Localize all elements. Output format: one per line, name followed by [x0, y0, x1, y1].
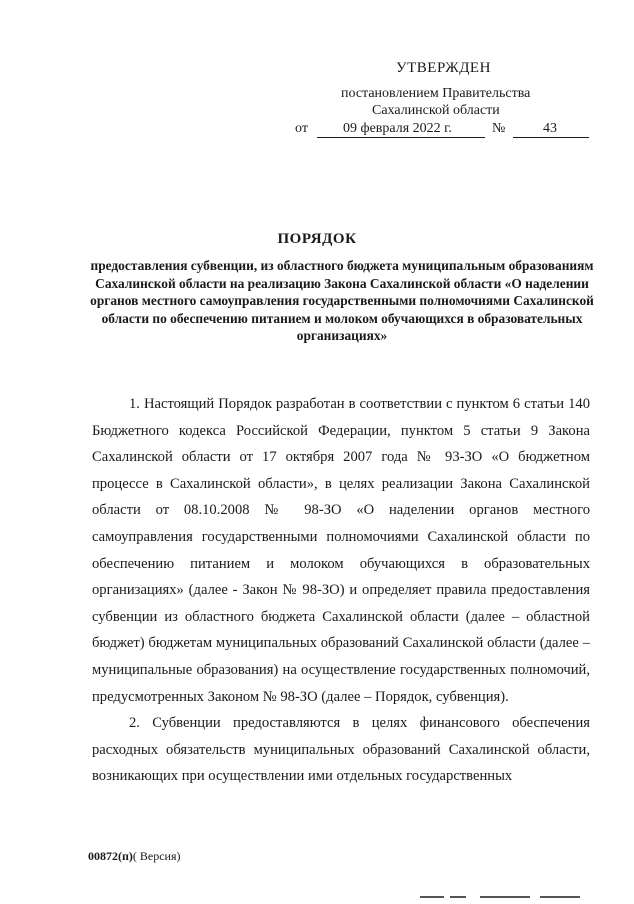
approval-number: 43 [543, 121, 557, 136]
footer-version: ( Версия) [132, 849, 181, 863]
approved-by-line: постановлением Правительства [341, 86, 531, 101]
approved-heading: УТВЕРЖДЕН [396, 60, 491, 76]
paragraph-1: 1. Настоящий Порядок разработан в соответствии с пунктом 6 статьи 140 Бюджетного кодекса Российской Федерации, пунктом 5 статьи 9 Закона Сахалинской области от 17 октября 2007 года № 93-ЗО «О бюджетном процессе в Сахалинской области», в целях реализации Закона Сахалинской области от 08.10.2008 № 98-ЗО «О наделении органов местного самоуправления государственными полномочиями Сахалинской области по обеспечению питанием и молоком обучающихся в образовательных организациях» (далее - Закон № 98-ЗО) и определяет правила предоставления субвенции из областного бюджета Сахалинской области (далее – областной бюджет) бюджетам муниципальных образований Сахалинской области (далее – муниципальные образования) на осуществление государственных полномочий, предусмотренных Законом № 98-ЗО (далее – Порядок, субвенция). [92, 396, 590, 705]
footer-code: 00872(п) [88, 849, 133, 863]
approval-date: 09 февраля 2022 г. [343, 121, 452, 136]
document-title: ПОРЯДОК [277, 231, 357, 247]
approval-date-line [295, 121, 595, 141]
footer-document-code [88, 849, 181, 864]
number-label: № [492, 121, 506, 136]
document-body [92, 391, 590, 790]
document-subtitle: предоставления субвенции, из областного бюджета муниципальным образованиям Сахалинской области на реализацию Закона Сахалинской области «О наделении органов местного самоуправления государственными полномочиями Сахалинской области по обеспечению питанием и молоком обучающихся в образовательных организациях» [90, 258, 594, 344]
from-label: от [295, 121, 308, 136]
paragraph-2: 2. Субвенции предоставляются в целях финансового обеспечения расходных обязательств муниципальных образований Сахалинской области, возникающих при осуществлении ими отдельных государственных [92, 715, 590, 785]
approved-region-line: Сахалинской области [372, 103, 500, 118]
date-underline [317, 121, 485, 138]
number-underline [513, 121, 589, 138]
scan-artifact-marks [420, 896, 600, 902]
